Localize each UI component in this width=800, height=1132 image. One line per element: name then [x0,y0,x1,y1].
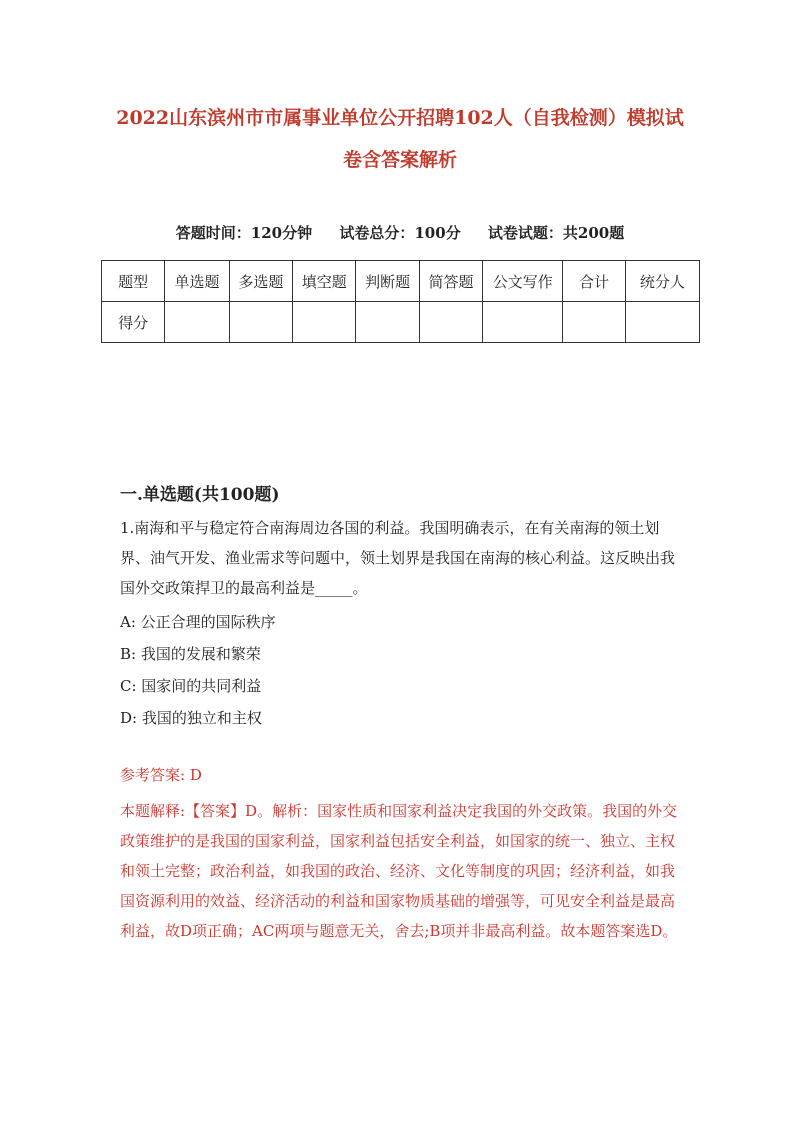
score-cell-fill-blank[interactable] [293,302,356,343]
score-header-cell: 填空题 [293,261,356,302]
score-cell-single-choice[interactable] [165,302,229,343]
score-cell-multiple-choice[interactable] [229,302,292,343]
option-b: B: 我国的发展和繁荣 [120,645,261,663]
score-row-label: 得分 [102,302,165,343]
score-header-cell: 多选题 [229,261,292,302]
score-header-cell: 单选题 [165,261,229,302]
exam-question-count: 试卷试题：共200题 [487,224,625,242]
exam-meta [0,222,800,243]
option-list [120,606,680,734]
score-cell-grader[interactable] [625,302,699,343]
reference-answer: 参考答案: D [120,766,202,784]
option-c: C: 国家间的共同利益 [120,677,262,695]
document-title-line1: 2022山东滨州市市属事业单位公开招聘102人（自我检测）模拟试 [116,107,684,129]
score-header-cell: 简答题 [419,261,482,302]
score-table-header-row [102,261,700,302]
answer-explanation: 本题解释:【答案】D。解析：国家性质和国家利益决定我国的外交政策。我国的外交政策维护的是我国的国家利益，国家利益包括安全利益，如国家的统一、独立、主权和领土完整；政治利益，如我国的政治、经济、文化等制度的巩固；经济利益，如我国资源利用的效益、经济活动的利益和国家物质基础的增强等，可见安全利益是最高利益，故D项正确；AC两项与题意无关，舍去;B项并非最高利益。故本题答案选D。 [120,802,678,940]
exam-total-score: 试卷总分：100分 [339,224,461,242]
score-header-cell: 题型 [102,261,165,302]
score-table [101,260,700,343]
score-header-cell: 统分人 [625,261,699,302]
option-d: D: 我国的独立和主权 [120,709,262,727]
document-title-line2: 卷含答案解析 [342,149,457,171]
score-header-cell: 合计 [563,261,625,302]
score-cell-document-writing[interactable] [483,302,563,343]
score-header-cell: 公文写作 [483,261,563,302]
option-a: A: 公正合理的国际秩序 [120,613,276,631]
question-text: 1.南海和平与稳定符合南海周边各国的利益。我国明确表示，在有关南海的领土划界、油气开发、渔业需求等问题中，领土划界是我国在南海的核心利益。这反映出我国外交政策捍卫的最高利益是_____。 [120,519,676,597]
score-cell-short-answer[interactable] [419,302,482,343]
score-cell-true-false[interactable] [356,302,419,343]
exam-time: 答题时间：120分钟 [175,224,313,242]
score-table-score-row [102,302,700,343]
section-heading: 一.单选题(共100题) [120,485,280,505]
score-header-cell: 判断题 [356,261,419,302]
score-cell-total[interactable] [563,302,625,343]
